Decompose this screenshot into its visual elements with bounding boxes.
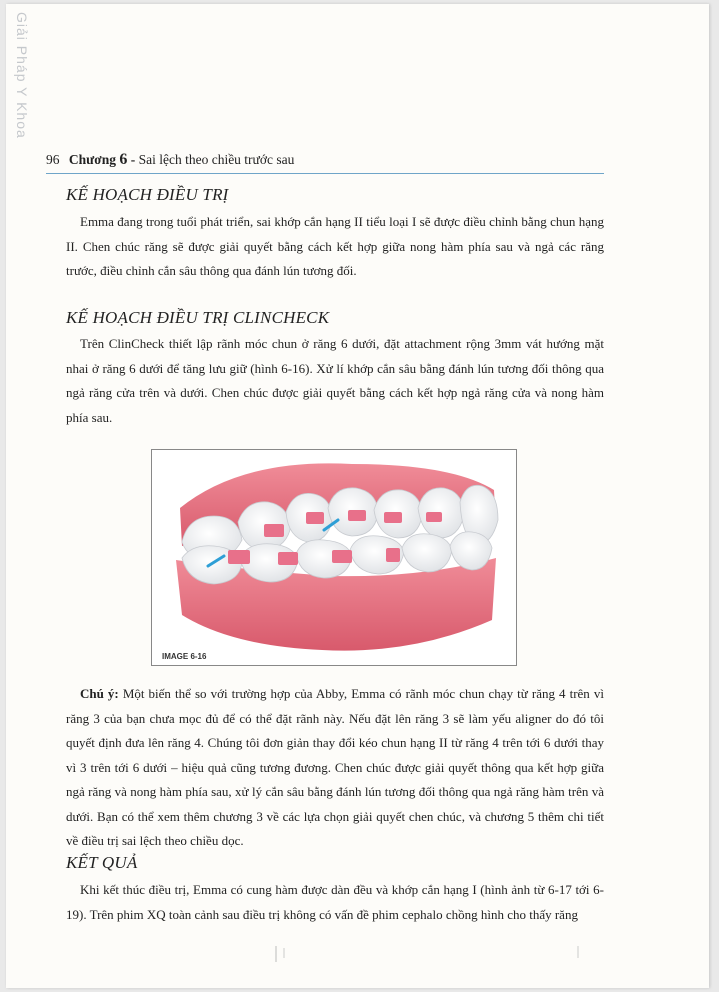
watermark-text: Giải Pháp Y Khoa: [14, 12, 30, 139]
page-edge-marks: [6, 944, 709, 988]
running-header: [46, 151, 604, 174]
page-number: 96: [46, 152, 60, 167]
note-label: Chú ý:: [80, 686, 119, 701]
section-heading-clincheck: KẾ HOẠCH ĐIỀU TRỊ CLINCHECK: [66, 308, 330, 327]
book-page: [6, 4, 709, 988]
paragraph-clincheck: Trên ClinCheck thiết lập rãnh móc chun ở răng 6 dưới, đặt attachment rộng 3mm vát hướng mặt nhai ở răng 6 dưới để tăng lưu giữ (hình 6-16). Xử lí khớp cắn sâu bằng đánh lún tương đối thông qua ngả răng cửa trên và dưới. Chen chúc được giải quyết bằng cách kết hợp ngả răng cửa và nong hàm phía sau.: [66, 336, 604, 425]
paragraph-result: Khi kết thúc điều trị, Emma có cung hàm được dàn đều và khớp cắn hạng I (hình ảnh từ 6-17 tới 6-19). Trên phim XQ toàn cảnh sau điều trị không có vấn đề phim cephalo chồng hình cho thấy răng: [66, 882, 604, 922]
paragraph-note: Chú ý: Một biến thể so với trường hợp của Abby, Emma có rãnh móc chun chạy từ răng 4 trên vì răng 3 của bạn chưa mọc đủ để có thể đặt rãnh này. Nếu đặt lên răng 3 sẽ làm yếu aligner do đó tôi quyết định đưa lên răng 4. Chúng tôi đơn giản thay đổi kéo chun hạng II từ răng 4 trên tới 6 dưới thay vì 3 trên tới 6 dưới – hiệu quả cũng tương đương. Chen chúc được giải quyết thông qua kết hợp giữa ngả răng và nong hàm phía sau, xử lý cắn sâu bằng đánh lún tương đối thông qua ngả răng hàm trên và dưới. Bạn có thể xem thêm chương 3 về các lựa chọn giải quyết chen chúc, và chương 5 thêm chi tiết về điều trị sai lệch theo chiều dọc.: [66, 686, 604, 848]
figure-image-6-16: [151, 449, 517, 666]
paragraph-treatment-plan: Emma đang trong tuổi phát triển, sai khớp cắn hạng II tiểu loại I sẽ được điều chỉnh bằng chun hạng II. Chen chúc răng sẽ được giải quyết bằng cách kết hợp giữa nong hàm phía sau và ngả các răng trước, điều chỉnh cắn sâu thông qua đánh lún tương đối.: [66, 214, 604, 278]
dental-model-image: [152, 450, 516, 665]
chapter-label: Chương 6 -: [68, 151, 139, 168]
section-heading-result: KẾT QUẢ: [66, 853, 138, 872]
figure-label: IMAGE 6-16: [162, 652, 207, 661]
chapter-title: Sai lệch theo chiều trước sau: [138, 152, 295, 167]
section-heading-treatment-plan: KẾ HOẠCH ĐIỀU TRỊ: [66, 185, 229, 204]
